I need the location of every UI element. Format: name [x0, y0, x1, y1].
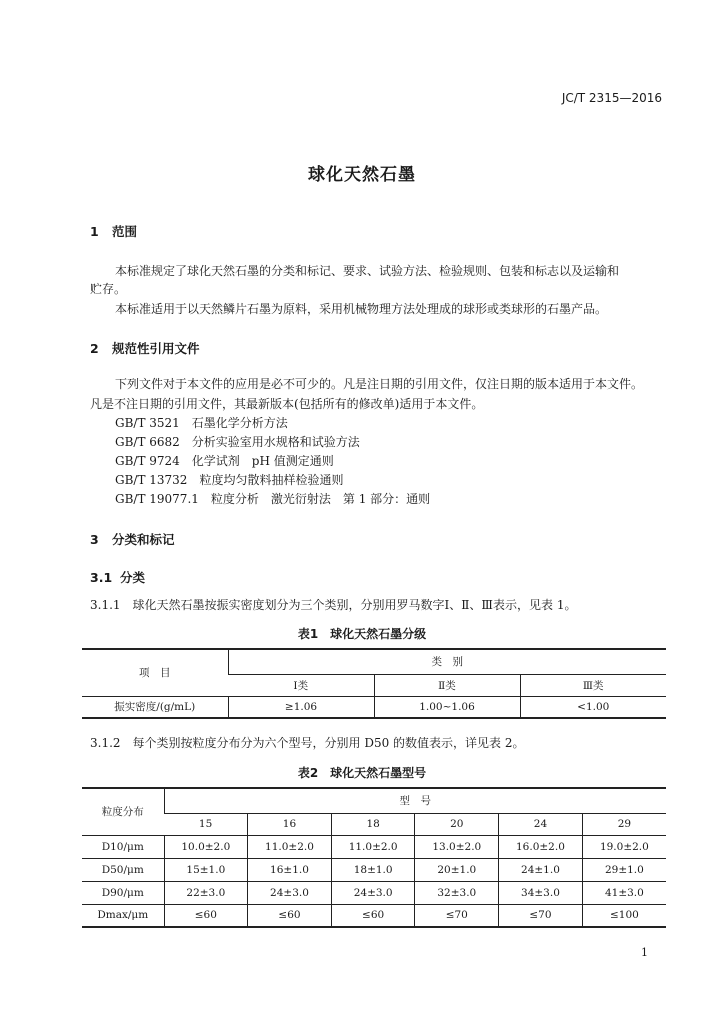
section-number: 1: [90, 224, 99, 239]
section-title: 分类和标记: [112, 532, 175, 547]
section-number: 3: [90, 532, 99, 547]
table-row: [82, 835, 666, 858]
section-3-1-heading: [90, 568, 145, 586]
section-number: 2: [90, 341, 99, 356]
table-column-header: Ⅲ类: [520, 674, 666, 696]
paragraph: 3.1.1 球化天然石墨按振实密度划分为三个类别，分别用罗马数字Ⅰ、Ⅱ、Ⅲ表示，见表 1。: [90, 598, 577, 612]
reference-item: GB/T 13732 粒度均匀散料抽样检验通则: [115, 473, 344, 487]
table-row-label: D90/μm: [82, 881, 164, 904]
table-cell: 29±1.0: [582, 858, 666, 881]
table-row: [82, 858, 666, 881]
table-1-caption: 表1 球化天然石墨分级: [297, 627, 427, 641]
reference-item: GB/T 6682 分析实验室用水规格和试验方法: [115, 435, 360, 449]
paragraph: 3.1.2 每个类别按粒度分布分为六个型号，分别用 D50 的数值表示，详见表 2。: [90, 736, 525, 750]
table-2: [82, 787, 666, 928]
table-cell: 19.0±2.0: [582, 835, 666, 858]
paragraph: 贮存。: [90, 282, 127, 296]
table-cell: ≤60: [164, 904, 248, 927]
page-number: 1: [641, 946, 648, 959]
table-row-label: Dmax/μm: [82, 904, 164, 927]
table-cell: 20±1.0: [415, 858, 499, 881]
table-row-label: D10/μm: [82, 835, 164, 858]
table-column-header: 29: [582, 813, 666, 835]
table-cell: 10.0±2.0: [164, 835, 248, 858]
section-1-heading: [90, 222, 137, 240]
table-header-group: 型 号: [164, 788, 666, 813]
table-row: [82, 904, 666, 927]
table-cell: 13.0±2.0: [415, 835, 499, 858]
paragraph: 下列文件对于本文件的应用是必不可少的。凡是注日期的引用文件，仅注日期的版本适用于本文件。: [115, 377, 644, 391]
table-cell: ≥1.06: [228, 696, 374, 718]
section-title: 分类: [120, 570, 146, 585]
table-2-caption: 表2 球化天然石墨型号: [297, 766, 427, 780]
section-number: 3.1: [90, 570, 113, 585]
reference-item: GB/T 19077.1 粒度分析 激光衍射法 第 1 部分：通则: [115, 492, 431, 506]
section-2-heading: [90, 339, 200, 357]
table-cell: ≤100: [582, 904, 666, 927]
document-title: 球化天然石墨: [308, 165, 416, 185]
table-1: [82, 648, 666, 719]
table-header-item: 粒度分布: [82, 788, 164, 835]
table-cell: 16±1.0: [248, 858, 332, 881]
table-cell: 15±1.0: [164, 858, 248, 881]
table-cell: ≤70: [499, 904, 583, 927]
table-row-label: D50/μm: [82, 858, 164, 881]
table-cell: 32±3.0: [415, 881, 499, 904]
table-cell: 34±3.0: [499, 881, 583, 904]
table-cell: ≤60: [248, 904, 332, 927]
table-cell: 22±3.0: [164, 881, 248, 904]
standard-number: JC/T 2315—2016: [561, 91, 662, 105]
table-column-header: 24: [499, 813, 583, 835]
table-cell: 11.0±2.0: [331, 835, 415, 858]
table-column-header: 20: [415, 813, 499, 835]
reference-item: GB/T 9724 化学试剂 pH 值测定通则: [115, 454, 334, 468]
table-cell: 16.0±2.0: [499, 835, 583, 858]
table-cell: 24±3.0: [248, 881, 332, 904]
reference-item: GB/T 3521 石墨化学分析方法: [115, 416, 288, 430]
table-row: [82, 881, 666, 904]
table-row-label: 振实密度/(g/mL): [82, 696, 228, 718]
section-title: 范围: [112, 224, 138, 239]
table-column-header: Ⅱ类: [374, 674, 520, 696]
table-cell: 24±3.0: [331, 881, 415, 904]
table-cell: 18±1.0: [331, 858, 415, 881]
table-cell: ≤70: [415, 904, 499, 927]
table-column-header: 15: [164, 813, 248, 835]
table-cell: 11.0±2.0: [248, 835, 332, 858]
paragraph: 本标准适用于以天然鳞片石墨为原料，采用机械物理方法处理成的球形或类球形的石墨产品。: [115, 302, 608, 316]
table-cell: 24±1.0: [499, 858, 583, 881]
table-row: [82, 696, 666, 718]
table-header-group: 类 别: [228, 649, 666, 674]
table-cell: ≤60: [331, 904, 415, 927]
paragraph: 凡是不注日期的引用文件，其最新版本(包括所有的修改单)适用于本文件。: [90, 397, 484, 411]
table-header-item: 项 目: [82, 649, 228, 696]
table-cell: 1.00~1.06: [374, 696, 520, 718]
table-column-header: 18: [331, 813, 415, 835]
table-column-header: Ⅰ类: [228, 674, 374, 696]
section-title: 规范性引用文件: [112, 341, 200, 356]
section-3-heading: [90, 530, 175, 548]
table-column-header: 16: [248, 813, 332, 835]
table-cell: 41±3.0: [582, 881, 666, 904]
paragraph: 本标准规定了球化天然石墨的分类和标记、要求、试验方法、检验规则、包装和标志以及运输和: [115, 264, 620, 278]
table-cell: <1.00: [520, 696, 666, 718]
